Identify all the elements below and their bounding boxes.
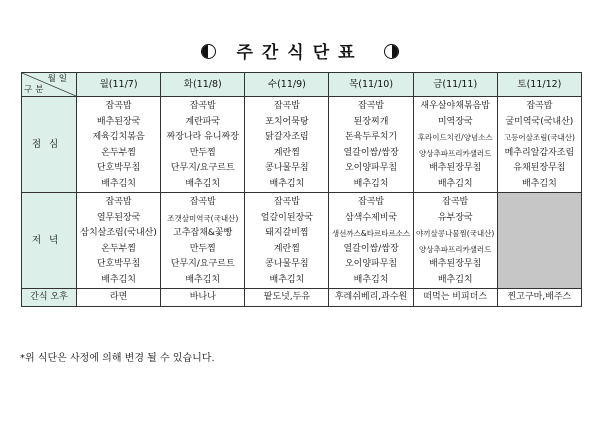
lunch-cell: 잡곡밥 된장찌개 돈육두루치기 열갈이쌈/쌈장 오이양파무침 배추김치 bbox=[329, 97, 413, 193]
day-header: 토(11/12) bbox=[497, 73, 581, 97]
snack-cell: 팥도넛,두유 bbox=[245, 289, 329, 307]
snack-cell: 라면 bbox=[77, 289, 161, 307]
snack-row bbox=[22, 289, 582, 307]
snack-cell: 후레쉬베리,과수원 bbox=[329, 289, 413, 307]
dinner-label: 저녁 bbox=[22, 193, 77, 289]
dinner-cell: 잡곡밥 얼갈이된장국 돼지갈비찜 계란찜 콩나물무침 배추김치 bbox=[245, 193, 329, 289]
corner-day-label: 월일 bbox=[47, 74, 70, 84]
day-header: 목(11/10) bbox=[329, 73, 413, 97]
menu-table bbox=[21, 72, 582, 307]
snack-cell: 찐고구마,배주스 bbox=[497, 289, 581, 307]
dinner-cell: 잡곡밥 유부장국 야끼살콩나물찜(국내산) 양상추파프리카샐러드 배추된장무침 배추김치 bbox=[413, 193, 497, 289]
half-circle-icon bbox=[201, 44, 216, 59]
lunch-cell: 잡곡밥 포치어묵탕 닭갈자조림 계란찜 콩나물무침 배추김치 bbox=[245, 97, 329, 193]
title-text: 주간식단표 bbox=[236, 43, 364, 63]
header-row bbox=[22, 73, 582, 97]
lunch-cell: 잡곡밥 굴미역국(국내산) 고등어살조림(국내산) 메추리알감자조림 유채된장무침 배추김치 bbox=[497, 97, 581, 193]
dinner-cell: 잡곡밥 열무된장국 삼치살조림(국내산) 온두부찜 단호박무침 배추김치 bbox=[77, 193, 161, 289]
corner-cell bbox=[22, 73, 77, 97]
footnote: *위 식단은 사정에 의해 변경 될 수 있습니다. bbox=[20, 353, 215, 364]
lunch-cell: 잡곡밥 배추된장국 제육김치볶음 온두부찜 단호박무침 배추김치 bbox=[77, 97, 161, 193]
lunch-label: 점심 bbox=[22, 97, 77, 193]
snack-cell: 바나나 bbox=[161, 289, 245, 307]
snack-label: 간식 오후 bbox=[22, 289, 77, 307]
dinner-row bbox=[22, 193, 582, 289]
dinner-cell: 잡곡밥 조갯살미역국(국내산) 고추잡채&꽃빵 만두찜 단무지/요구르트 배추김치 bbox=[161, 193, 245, 289]
lunch-cell: 잡곡밥 계란파국 짜장나라 유니짜장 만두찜 단무지/요구르트 배추김치 bbox=[161, 97, 245, 193]
dinner-cell: 잡곡밥 삼색수제비국 생선까스&타르타르소스 열갈이쌈/쌈장 오이양파무침 배추김치 bbox=[329, 193, 413, 289]
day-header: 금(11/11) bbox=[413, 73, 497, 97]
half-circle-icon bbox=[384, 44, 399, 59]
page-title bbox=[0, 38, 600, 63]
lunch-row bbox=[22, 97, 582, 193]
dinner-cell-empty bbox=[497, 193, 581, 289]
lunch-cell: 새우살야채볶음밥 미역장국 후라이드치킨/양념소스 양상추파프리카샐러드 배추된장무침 배추김치 bbox=[413, 97, 497, 193]
day-header: 화(11/8) bbox=[161, 73, 245, 97]
day-header: 수(11/9) bbox=[245, 73, 329, 97]
corner-category-label: 구분 bbox=[24, 85, 47, 95]
snack-cell: 떠먹는 비피더스 bbox=[413, 289, 497, 307]
day-header: 월(11/7) bbox=[77, 73, 161, 97]
